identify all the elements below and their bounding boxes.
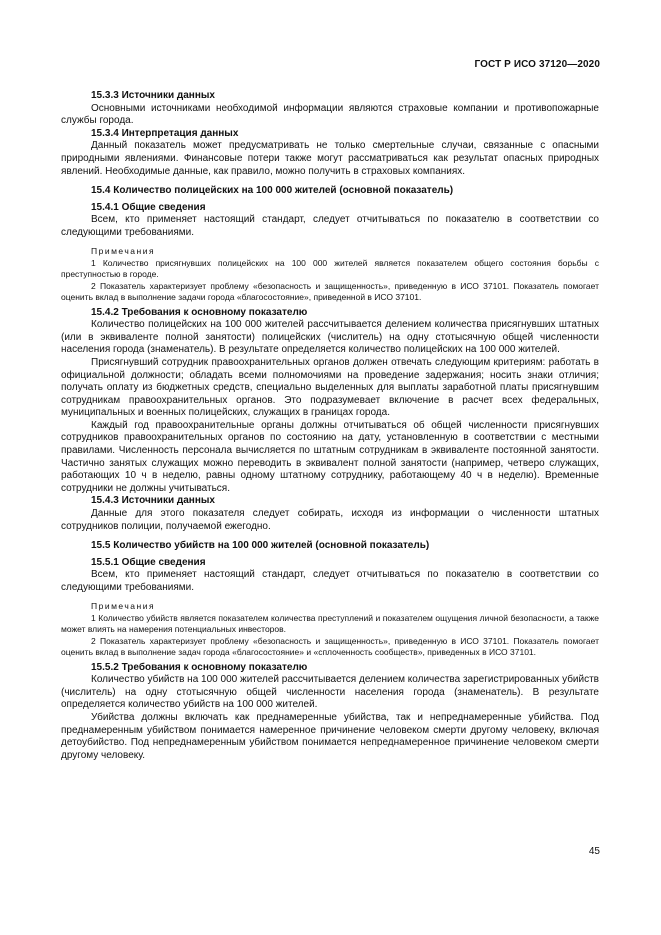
- section-15-4-2-text-3: Каждый год правоохранительные органы должны отчитываться об общей численности присягнувших сотрудников правоохранительных органов по состоянию на дату, установленную в соответствии с местными правилами. Численность персонала вычисляется по штатным сотрудникам в эквиваленте постоянной занятости. Частично занятых служащих можно переводить в эквивалент полной занятости (например, четверо служащих, работающих 10 ч в неделю, равны одному штатному сотруднику, работающему 40 ч в неделю). Временные сотрудники не должны учитываться.: [61, 419, 599, 494]
- section-15-5-2-text-2: Убийства должны включать как преднамеренные убийства, так и непреднамеренные убийства. Под преднамеренным убийством понимается намеренное причинение человеком смерти другому человеку, включая детоубийство. Под непреднамеренным убийством понимается непреднамеренное причинение человеком смерти другому человеку.: [61, 711, 599, 761]
- document-header: ГОСТ Р ИСО 37120—2020: [474, 59, 600, 70]
- note-item: 1 Количество убийств является показателем количества преступлений и показателем ощущения личной безопасности, а также может влиять на намерения потенциальных инвесторов.: [61, 612, 599, 634]
- note-item: 2 Показатель характеризует проблему «безопасность и защищенность», приведенную в ИСО 37101. Показатель помогает оценить вклад в выполнение задач города «благосостояние» и «сплоченность сообществ», приведенных в ИСО 37101.: [61, 635, 599, 657]
- section-15-4-3-title: 15.4.3 Источники данных: [91, 495, 215, 507]
- page-number: 45: [588, 846, 600, 857]
- note-item: 2 Показатель характеризует проблему «безопасность и защищенность», приведенную в ИСО 37101. Показатель помогает оценить вклад в выполнение задачи города «благосостояние», приведенной в ИСО 37101.: [61, 280, 599, 302]
- section-15-3-4-title: 15.3.4 Интерпретация данных: [91, 127, 239, 139]
- section-15-5-1-text: Всем, кто применяет настоящий стандарт, следует отчитываться по показателю в соответствии со следующими требованиями.: [61, 569, 599, 593]
- section-15-4-1-title: 15.4.1 Общие сведения: [91, 201, 206, 213]
- section-15-4-3-text: Данные для этого показателя следует собирать, исходя из информации о численности штатных сотрудников полиции, получаемой ежегодно.: [61, 508, 599, 532]
- section-15-3-3-title: 15.3.3 Источники данных: [91, 90, 215, 101]
- section-15-5-title: 15.5 Количество убийств на 100 000 жителей (основной показатель): [91, 540, 430, 552]
- note-item: 1 Количество присягнувших полицейских на 100 000 жителей является показателем общего состояния борьбы с преступностью в городе.: [61, 257, 599, 279]
- section-15-4-1-text: Всем, кто применяет настоящий стандарт, следует отчитываться по показателю в соответствии со следующими требованиями.: [61, 214, 599, 238]
- section-15-3-3-text: Основными источниками необходимой информации являются страховые компании и противопожарные службы города.: [61, 102, 599, 127]
- section-15-4-2-text-2: Присягнувший сотрудник правоохранительных органов должен отвечать следующим критериям: работать в официальной должности; обладать всеми полномочиями на проведение задержания; носить знаки отличия; получать оплату из бюджетных средств, специально выделенных для выплаты заработной платы присягнувшим сотрудникам правоохранительных органов. Это подразумевает включение в расчет всех федеральных, муниципальных и военных полицейских, служащих в границах города.: [61, 356, 599, 419]
- notes-label: Примечания: [91, 600, 156, 611]
- notes-label: Примечания: [91, 245, 156, 256]
- section-15-5-1-title: 15.5.1 Общие сведения: [91, 556, 206, 568]
- section-15-4-2-text-1: Количество полицейских на 100 000 жителей рассчитывается делением количества присягнувших штатных (или в эквиваленте полной занятости) полицейских (числитель) на одну стотысячную общей численности населения города (знаменатель). В результате определяется количество полицейских на 100 000 жителей.: [61, 319, 599, 356]
- section-15-3-4-text: Данный показатель может предусматривать не только смертельные случаи, связанные с опасными природными явлениями. Финансовые потери также могут рассматриваться как результат опасных природных явлений. Необходимые данные, как правило, можно получить в страховых компаниях.: [61, 140, 599, 177]
- section-15-4-2-title: 15.4.2 Требования к основному показателю: [91, 306, 308, 318]
- section-15-4-title: 15.4 Количество полицейских на 100 000 жителей (основной показатель): [91, 185, 454, 197]
- document-body: [61, 90, 599, 762]
- section-15-5-2-text-1: Количество убийств на 100 000 жителей рассчитывается делением количества зарегистрированных убийств (числитель) на одну стотысячную общей численности населения города (знаменатель). В результате определяется количество убийств на 100 000 жителей.: [61, 674, 599, 711]
- section-15-5-2-title: 15.5.2 Требования к основному показателю: [91, 661, 308, 673]
